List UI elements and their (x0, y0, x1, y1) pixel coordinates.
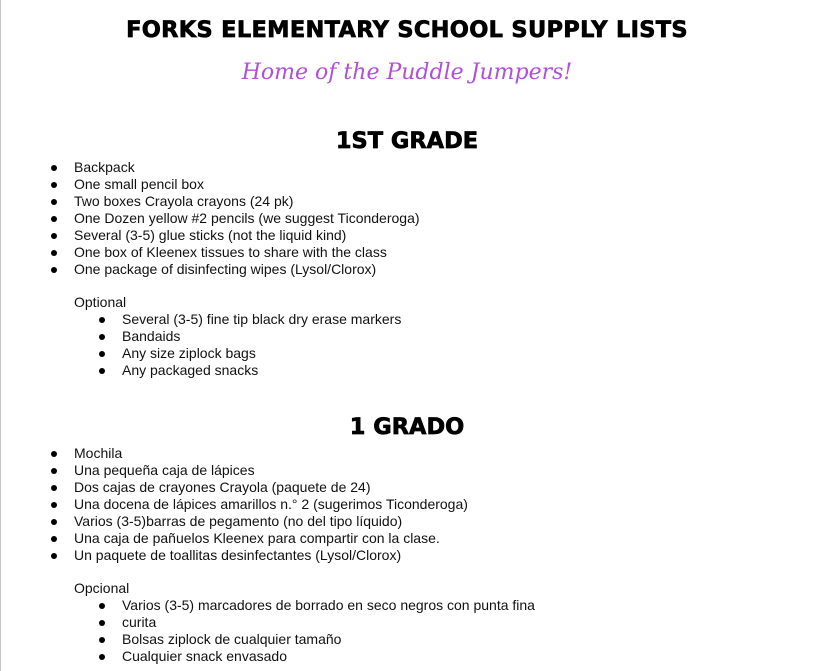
list-item: Una pequeña caja de lápices (50, 462, 468, 479)
page-left-border (0, 0, 1, 671)
list-item: One box of Kleenex tissues to share with the class (50, 244, 420, 261)
optional-list-english (98, 311, 401, 379)
list-item: Una caja de pañuelos Kleenex para compartir con la clase. (50, 530, 468, 547)
heading-1st-grade: 1ST GRADE (335, 128, 479, 154)
list-item: Several (3-5) glue sticks (not the liquid kind) (50, 227, 420, 244)
list-item: Bolsas ziplock de cualquier tamaño (98, 631, 535, 648)
list-item: Varios (3-5)barras de pegamento (no del tipo líquido) (50, 513, 468, 530)
list-item: curita (98, 614, 535, 631)
supply-list-spanish (50, 445, 468, 564)
list-item: One package of disinfecting wipes (Lysol/Clorox) (50, 261, 420, 278)
optional-list-spanish (98, 597, 535, 665)
list-item: Mochila (50, 445, 468, 462)
page-title: FORKS ELEMENTARY SCHOOL SUPPLY LISTS (126, 17, 688, 43)
list-item: One small pencil box (50, 176, 420, 193)
list-item: Any size ziplock bags (98, 345, 401, 362)
list-item: Varios (3-5) marcadores de borrado en seco negros con punta fina (98, 597, 535, 614)
page-subtitle: Home of the Puddle Jumpers! (241, 60, 573, 85)
list-item: Backpack (50, 159, 420, 176)
optional-label-spanish: Opcional (74, 580, 130, 596)
list-item: Any packaged snacks (98, 362, 401, 379)
list-item: Dos cajas de crayones Crayola (paquete de 24) (50, 479, 468, 496)
list-item: Un paquete de toallitas desinfectantes (Lysol/Clorox) (50, 547, 468, 564)
list-item: Several (3-5) fine tip black dry erase markers (98, 311, 401, 328)
list-item: Cualquier snack envasado (98, 648, 535, 665)
list-item: One Dozen yellow #2 pencils (we suggest Ticonderoga) (50, 210, 420, 227)
list-item: Una docena de lápices amarillos n.° 2 (sugerimos Ticonderoga) (50, 496, 468, 513)
list-item: Two boxes Crayola crayons (24 pk) (50, 193, 420, 210)
list-item: Bandaids (98, 328, 401, 345)
optional-label-english: Optional (74, 294, 127, 310)
heading-1-grado: 1 GRADO (349, 414, 465, 440)
supply-list-english (50, 159, 420, 278)
